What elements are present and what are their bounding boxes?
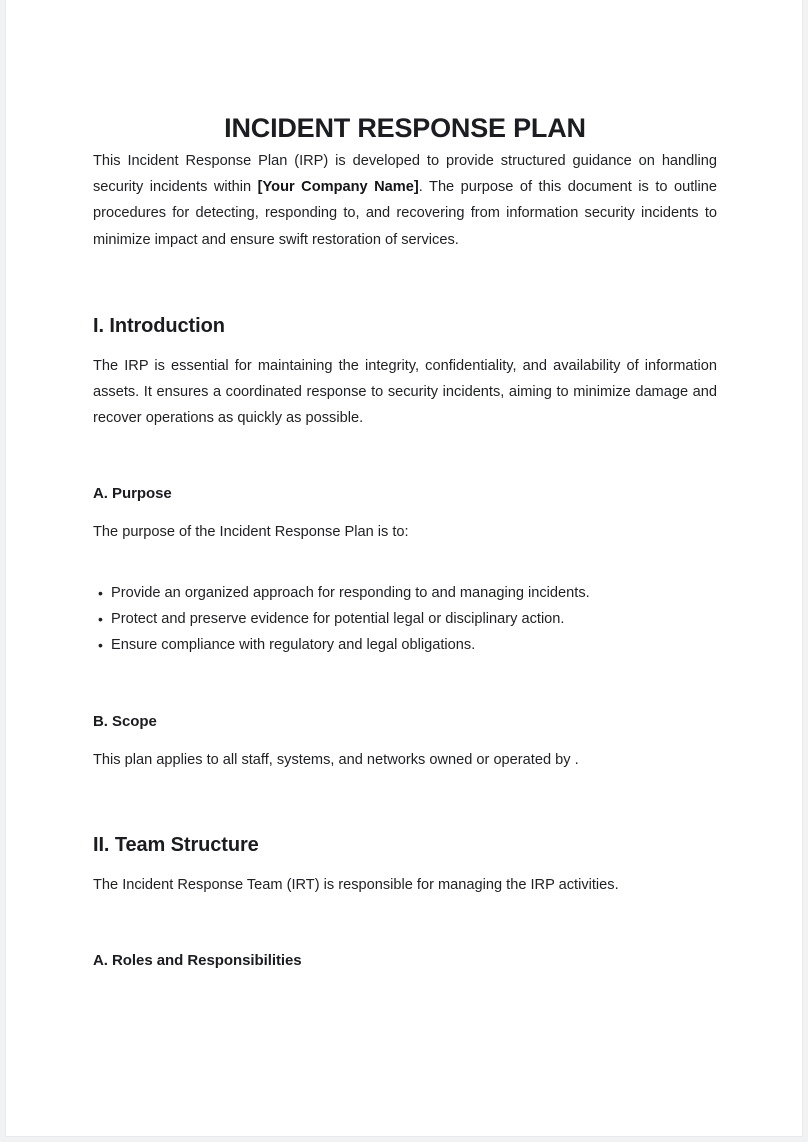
spacer [93, 733, 717, 747]
spacer [93, 659, 717, 711]
purpose-bullet-list [93, 580, 717, 659]
spacer [93, 339, 717, 353]
purpose-paragraph: The purpose of the Incident Response Plan is to: [93, 524, 409, 541]
sub-heading-roles-and-responsibilities: A. Roles and Responsibilities [93, 952, 302, 970]
intro-text-after-bold: . The purpose of this document is to outline procedures for detecting, responding to, and recovering from information security incidents to minimize impact and ensure swift restoration of services. [93, 179, 717, 248]
spacer [93, 505, 717, 519]
list-item: • Provide an organized approach for responding to and managing incidents. [93, 580, 717, 606]
spacer [93, 773, 717, 832]
list-item: • Protect and preserve evidence for potential legal or disciplinary action. [93, 606, 717, 632]
spacer [93, 898, 717, 950]
document-page [5, 0, 803, 1137]
scope-paragraph: This plan applies to all staff, systems, and networks owned or operated by . [93, 751, 579, 768]
spacer [93, 546, 717, 580]
section-heading-team-structure: II. Team Structure [93, 834, 259, 857]
spacer [93, 431, 717, 483]
sub-heading-scope: B. Scope [93, 712, 157, 730]
list-item: • Ensure compliance with regulatory and legal obligations. [93, 632, 717, 658]
spacer [93, 858, 717, 872]
intro-paragraph [93, 148, 717, 253]
intro-text-before-bold: This Incident Response Plan (IRP) is developed to provide structured guidance on handling security incidents within [93, 153, 717, 196]
spacer [93, 253, 717, 313]
company-name-placeholder: [Your Company Name] [257, 179, 419, 196]
page-title: INCIDENT RESPONSE PLAN [224, 113, 586, 143]
section-heading-introduction: I. Introduction [93, 314, 225, 337]
introduction-paragraph: The IRP is essential for maintaining the integrity, confidentiality, and availability of information assets. It ensures a coordinated response to security incidents, aiming to minimize damage and recover operations as quickly as possible. [93, 357, 717, 427]
document-content [93, 0, 717, 972]
sub-heading-purpose: A. Purpose [93, 485, 172, 503]
team-structure-paragraph: The Incident Response Team (IRT) is responsible for managing the IRP activities. [93, 877, 619, 894]
